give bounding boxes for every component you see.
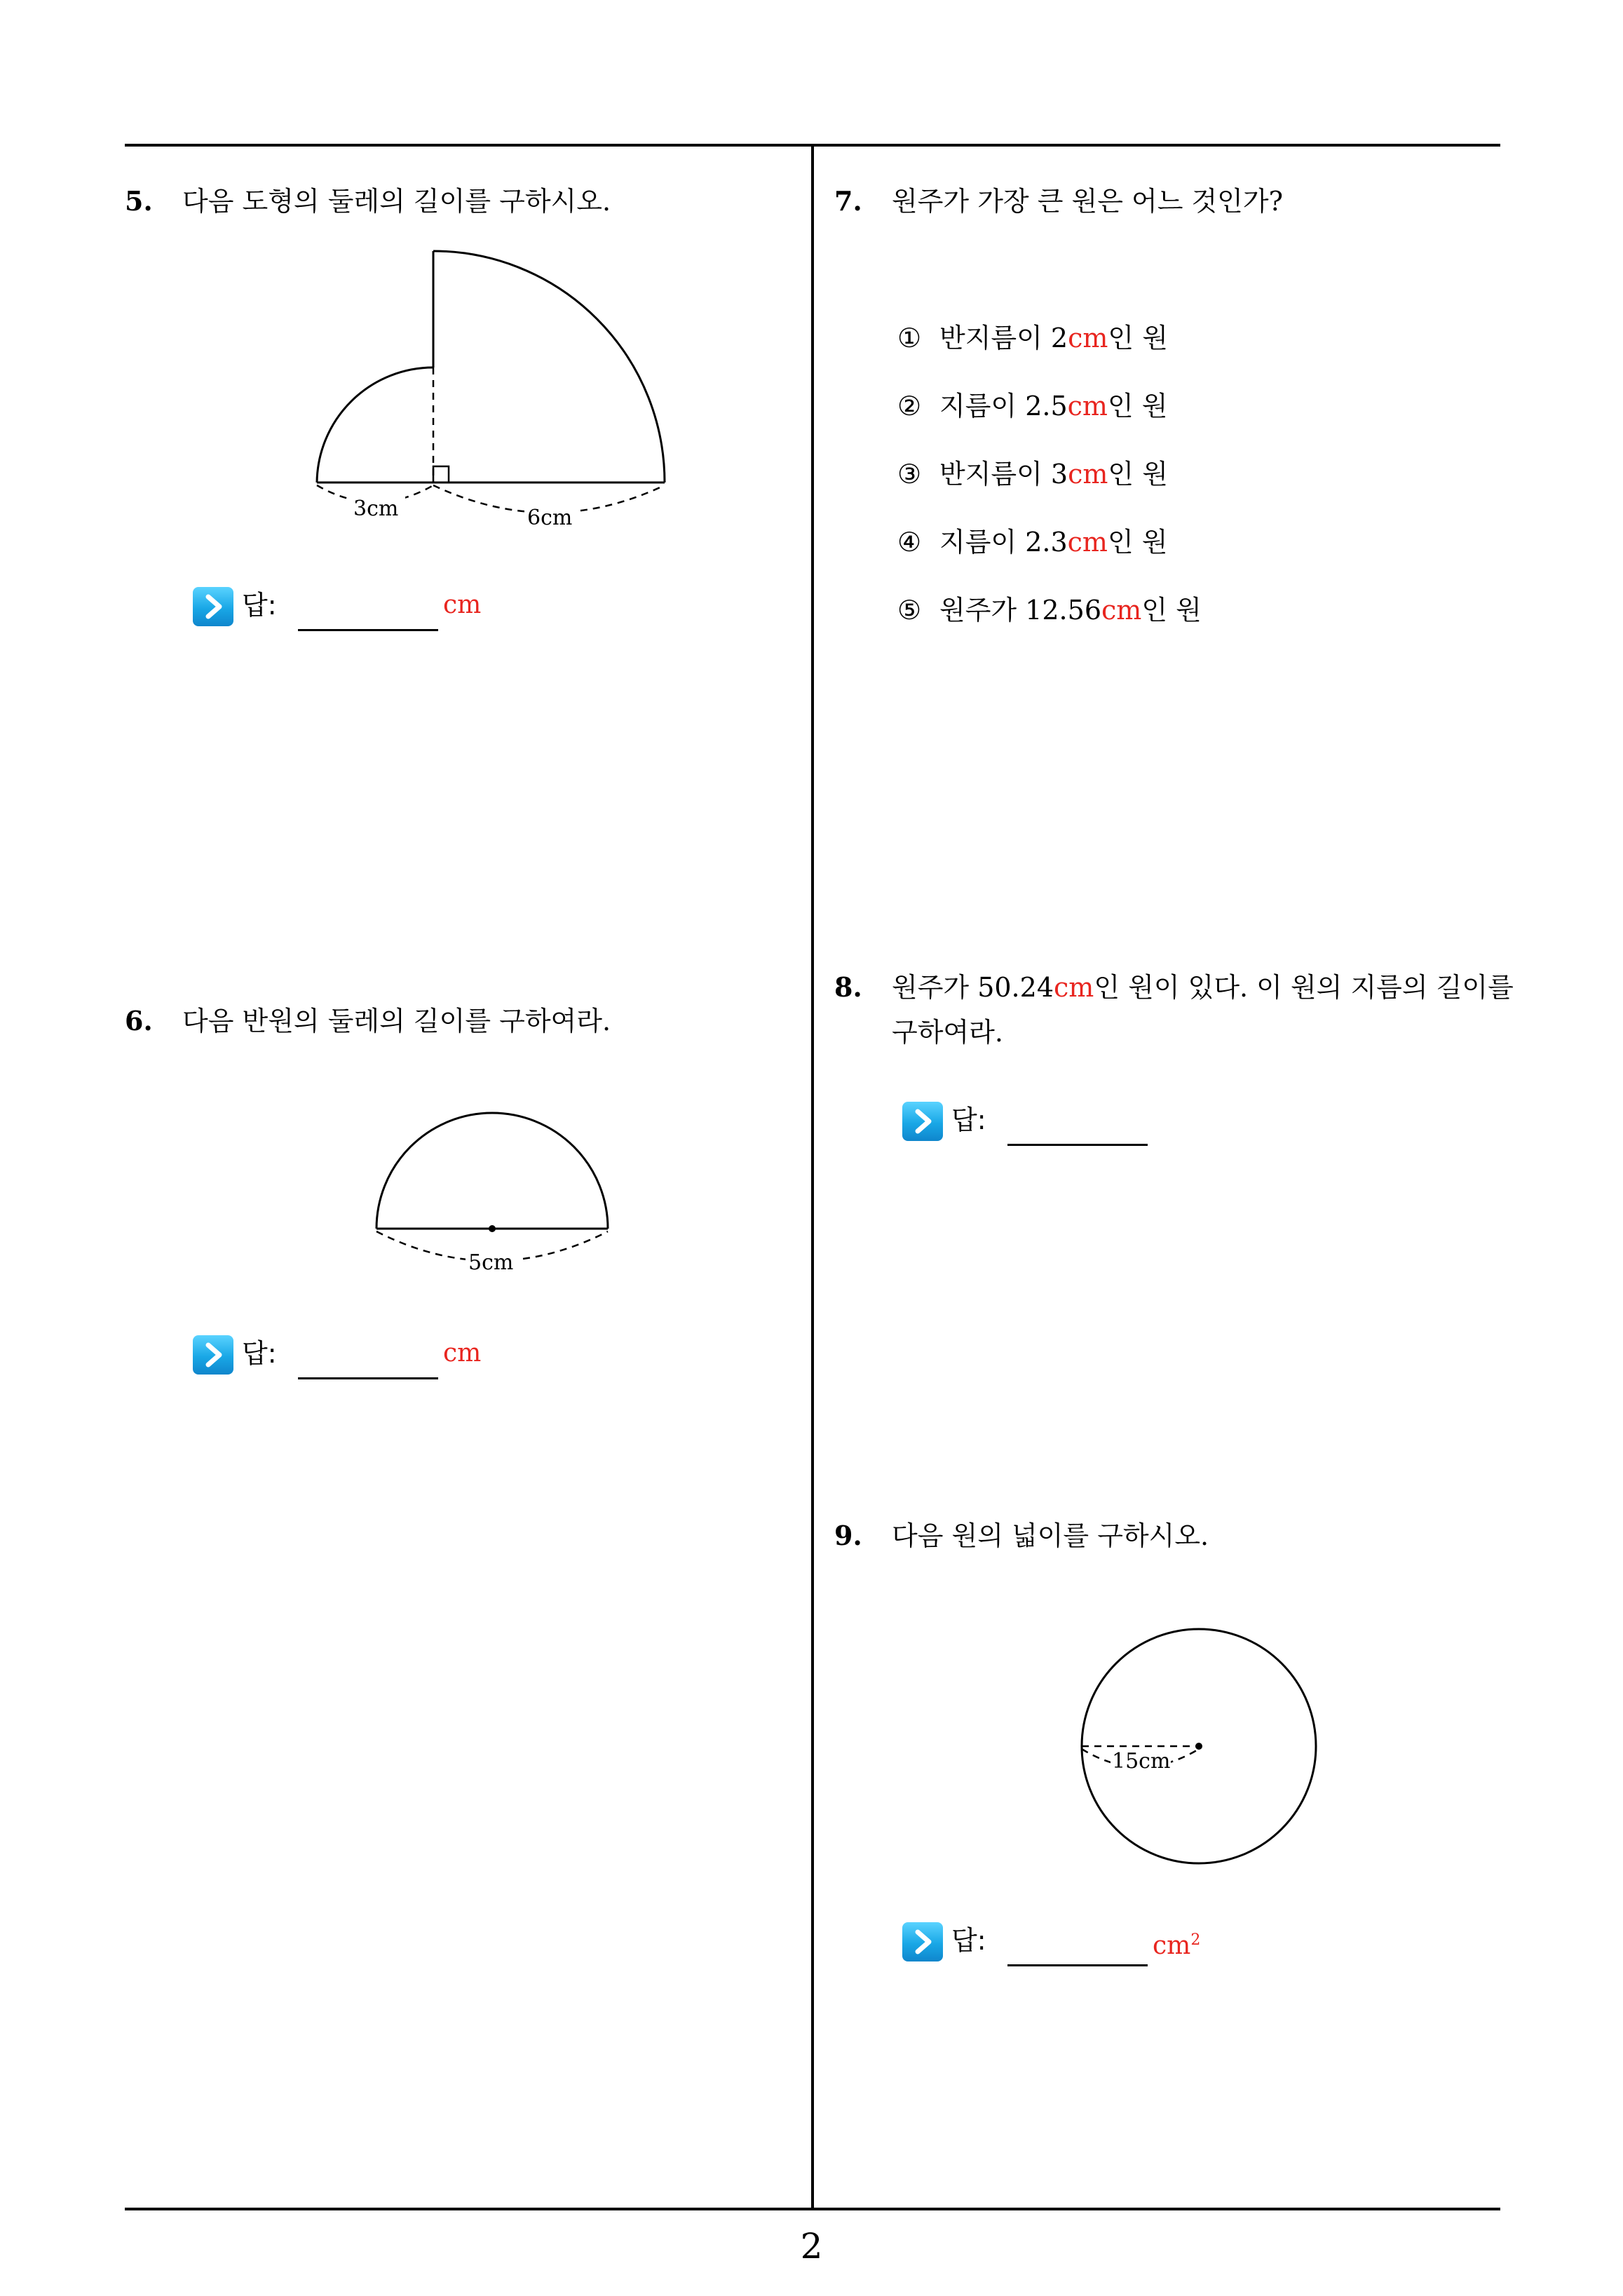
question-5 [125,179,611,224]
choice-5[interactable] [897,588,1202,656]
answer-unit: cm [443,1339,482,1368]
answer-blank[interactable] [1007,1964,1148,1966]
question-6-answer [193,1331,515,1387]
question-6 [125,999,611,1044]
answer-blank[interactable] [298,1377,438,1379]
choice-suffix: 인 원 [1108,323,1168,353]
question-7-text: 원주가 가장 큰 원은 어느 것인가? [892,186,1283,217]
question-8-number: 8. [834,971,862,1003]
bottom-rule [125,2208,1500,2210]
unit-superscript: 2 [1190,1931,1201,1949]
column-divider [811,145,814,2209]
label-5cm: 5cm [468,1250,514,1275]
question-9-answer [902,1918,1225,1974]
semicircle-arc [376,1113,608,1229]
question-5-answer [193,583,515,639]
question-7 [834,179,1283,224]
choice-mark: ⑤ [897,595,922,626]
answer-blank[interactable] [298,629,438,631]
answer-label: 답: [242,590,277,621]
choice-suffix: 인 원 [1108,459,1168,489]
choice-mark: ① [897,323,922,353]
question-8-text-line2: 구하여라. [892,1017,1003,1048]
question-6-text: 다음 반원의 둘레의 길이를 구하여라. [182,1006,611,1036]
choice-suffix: 인 원 [1141,595,1202,626]
question-6-figure [365,1101,631,1290]
question-9-text: 다음 원의 넓이를 구하시오. [892,1520,1209,1551]
question-9-figure [1073,1620,1325,1872]
question-8-text-suffix: 인 원이 있다. 이 원의 지름의 길이를 [1094,972,1514,1003]
chevron-right-icon [193,1335,233,1375]
center-dot [489,1225,496,1232]
question-5-number: 5. [125,185,153,217]
chevron-right-icon [902,1922,943,1961]
chevron-right-icon [193,587,233,626]
center-dot [1195,1743,1202,1750]
question-8 [834,965,1535,1055]
choice-unit: cm [1067,391,1108,421]
quarter-arc [433,251,665,482]
answer-blank[interactable] [1007,1144,1148,1146]
choice-text: 지름이 2.3 [939,527,1068,558]
choice-suffix: 인 원 [1107,391,1168,421]
choice-2[interactable] [897,384,1202,452]
question-8-answer [902,1098,1225,1154]
small-arc [317,367,433,482]
question-9 [834,1513,1209,1558]
chevron-right-icon [902,1102,943,1141]
question-5-figure [280,238,701,533]
unit-base: cm [1153,1931,1191,1960]
choice-text: 원주가 12.56 [939,595,1101,626]
choice-4[interactable] [897,520,1202,588]
label-15cm: 15cm [1112,1749,1171,1774]
answer-unit: cm [443,590,482,619]
label-6cm: 6cm [527,506,573,530]
choice-1[interactable] [897,316,1202,384]
choice-mark: ② [897,391,922,421]
question-5-text: 다음 도형의 둘레의 길이를 구하시오. [182,186,611,217]
question-9-number: 9. [834,1520,862,1551]
choice-text: 지름이 2.5 [939,391,1068,421]
choice-unit: cm [1101,595,1142,626]
answer-unit [1153,1918,1200,1969]
answer-label: 답: [242,1338,277,1369]
question-7-number: 7. [834,185,862,217]
choice-unit: cm [1067,527,1108,558]
question-8-text: 원주가 50.24 [892,972,1054,1003]
label-3cm: 3cm [353,497,399,521]
choice-text: 반지름이 3 [939,459,1068,489]
choice-mark: ④ [897,527,922,558]
answer-label: 답: [951,1925,986,1956]
right-angle-mark [433,466,449,482]
choice-unit: cm [1068,323,1108,353]
question-6-number: 6. [125,1005,153,1036]
choice-mark: ③ [897,459,922,489]
choice-3[interactable] [897,452,1202,520]
answer-label: 답: [951,1105,986,1135]
choice-text: 반지름이 2 [939,323,1068,353]
page-number: 2 [800,2226,823,2267]
choice-unit: cm [1068,459,1108,489]
question-8-unit: cm [1054,972,1094,1003]
choice-suffix: 인 원 [1107,527,1168,558]
question-7-choices [897,316,1202,656]
